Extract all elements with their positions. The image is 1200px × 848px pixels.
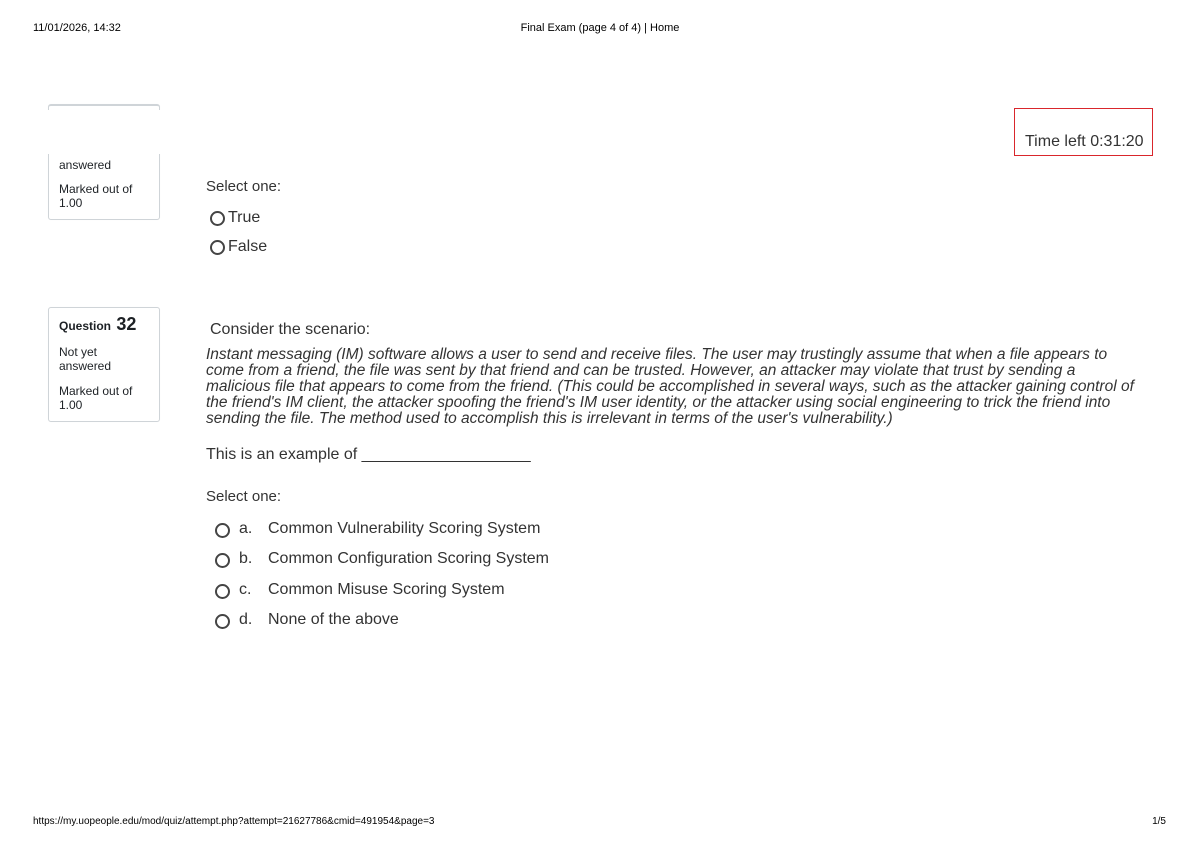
question-number-value: 32 — [116, 314, 137, 334]
question-prefix: Question — [59, 319, 112, 333]
print-url: https://my.uopeople.edu/mod/quiz/attempt.php?attempt=21627786&cmid=491954&page=3 — [33, 816, 435, 827]
radio-icon[interactable] — [215, 584, 230, 599]
answer-option-b[interactable] — [215, 549, 549, 568]
answer-option-label: True — [228, 209, 261, 226]
radio-icon[interactable] — [210, 211, 225, 226]
select-one-label: Select one: — [206, 488, 282, 505]
question-grade: Marked out of 1.00 — [59, 182, 133, 210]
answer-option-label: Common Misuse Scoring System — [268, 580, 505, 598]
quiz-timer — [1014, 108, 1153, 156]
print-page-number: 1/5 — [1152, 816, 1166, 827]
answer-option-a[interactable] — [215, 519, 540, 538]
question-info-box-32 — [48, 307, 160, 422]
radio-icon[interactable] — [215, 614, 230, 629]
question-state: Not yet answered — [59, 345, 112, 373]
radio-icon[interactable] — [215, 523, 230, 538]
question-info-box-previous — [48, 104, 160, 220]
answer-option-c[interactable] — [215, 580, 505, 599]
radio-icon[interactable] — [215, 553, 230, 568]
radio-icon[interactable] — [210, 240, 225, 255]
time-left-label: Time left 0:31:20 — [1025, 133, 1144, 150]
answer-option-false[interactable] — [210, 238, 267, 256]
question-prompt: This is an example of ___________________ — [206, 446, 531, 463]
answer-option-letter: d. — [239, 610, 253, 628]
question-state: answered — [59, 158, 112, 172]
answer-option-letter: c. — [239, 580, 252, 598]
print-datetime: 11/01/2026, 14:32 — [33, 22, 121, 34]
answer-option-true[interactable] — [210, 209, 260, 227]
question-number — [59, 314, 136, 335]
print-page-title: Final Exam (page 4 of 4) | Home — [520, 22, 680, 34]
answer-option-label: None of the above — [268, 610, 399, 628]
answer-option-d[interactable] — [215, 610, 399, 629]
answer-option-letter: b. — [239, 549, 253, 567]
question-scenario-text: Instant messaging (IM) software allows a user to send and receive files. The user may trustingly assume that when a file appears to come from a friend, the file was sent by that friend and can be trusted. However, an attacker may violate that trust by sending a malicious file that appears to come from the friend. (This could be accomplished in several ways, such as the attacker gaining control of the friend's IM client, the attacker spoofing the friend's IM user identity, or the attacker using social engineering to trick the friend into sending the file. The method used to accomplish this is irrelevant in terms of the user's vulnerability.) — [206, 346, 1134, 427]
answer-option-label: False — [228, 238, 268, 255]
question-grade: Marked out of 1.00 — [59, 384, 133, 412]
answer-option-label: Common Configuration Scoring System — [268, 549, 550, 567]
select-one-label: Select one: — [206, 178, 282, 195]
question-intro: Consider the scenario: — [210, 321, 371, 338]
answer-option-letter: a. — [239, 519, 253, 537]
answer-option-label: Common Vulnerability Scoring System — [268, 519, 541, 537]
